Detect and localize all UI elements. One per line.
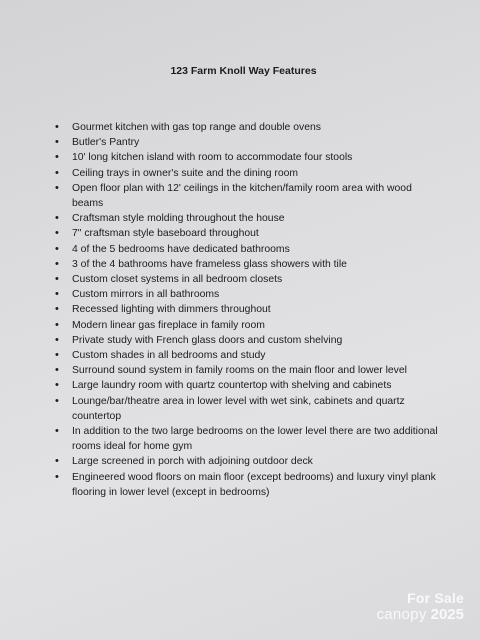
feature-item: • Modern linear gas fireplace in family room bbox=[53, 318, 444, 333]
feature-item: • Lounge/bar/theatre area in lower level with wet sink, cabinets and quartz countertop bbox=[53, 394, 444, 424]
feature-item: • Butler's Pantry bbox=[53, 135, 444, 150]
feature-item: • Custom mirrors in all bathrooms bbox=[53, 287, 444, 302]
feature-item: • Custom shades in all bedrooms and study bbox=[53, 348, 444, 363]
watermark-line bbox=[334, 606, 464, 624]
feature-item: • 4 of the 5 bedrooms have dedicated bathrooms bbox=[53, 242, 444, 257]
feature-item: • Ceiling trays in owner's suite and the dining room bbox=[53, 166, 444, 181]
feature-item: • Surround sound system in family rooms on the main floor and lower level bbox=[53, 363, 444, 378]
feature-item: • Gourmet kitchen with gas top range and double ovens bbox=[53, 120, 444, 135]
feature-item: • 3 of the 4 bathrooms have frameless glass showers with tile bbox=[53, 257, 444, 272]
feature-item: • Custom closet systems in all bedroom closets bbox=[53, 272, 444, 287]
listing-watermark bbox=[334, 590, 464, 630]
document-title: 123 Farm Knoll Way Features bbox=[170, 65, 317, 77]
feature-item: • Private study with French glass doors and custom shelving bbox=[53, 333, 444, 348]
feature-item: • Open floor plan with 12' ceilings in the kitchen/family room area with wood beams bbox=[53, 181, 444, 211]
feature-item: • In addition to the two large bedrooms on the lower level there are two additional rooms ideal for home gym bbox=[53, 424, 444, 454]
feature-item: • Large laundry room with quartz countertop with shelving and cabinets bbox=[53, 378, 444, 393]
watermark-status: For Sale bbox=[407, 590, 464, 606]
feature-list bbox=[53, 120, 444, 500]
feature-item: • Recessed lighting with dimmers throughout bbox=[53, 302, 444, 317]
feature-item: • Large screened in porch with adjoining outdoor deck bbox=[53, 454, 444, 469]
feature-item: • Engineered wood floors on main floor (except bedrooms) and luxury vinyl plank flooring in lower level (except in bedrooms) bbox=[53, 470, 444, 500]
feature-item: • 10' long kitchen island with room to accommodate four stools bbox=[53, 150, 444, 165]
feature-item: • Craftsman style molding throughout the house bbox=[53, 211, 444, 226]
feature-item: • 7" craftsman style baseboard throughout bbox=[53, 226, 444, 241]
watermark-year: 2025 bbox=[430, 606, 464, 623]
watermark-brand: canopy bbox=[376, 606, 427, 623]
